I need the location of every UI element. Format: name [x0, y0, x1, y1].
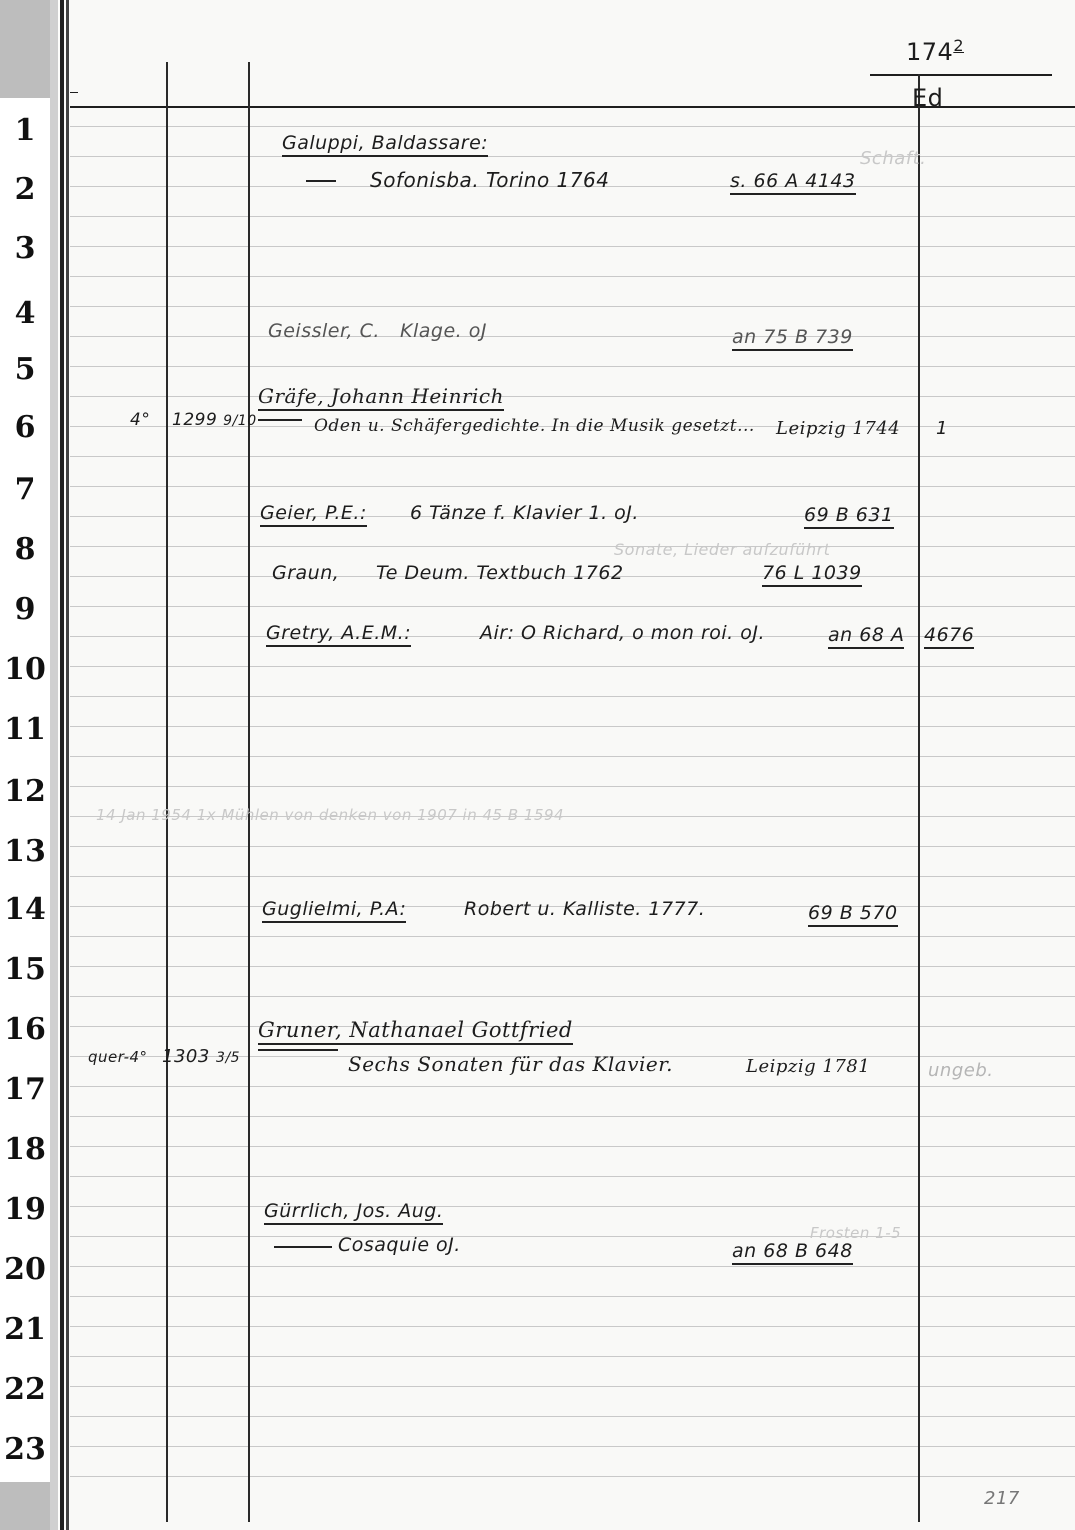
bleed-through-3: 14 Jan 1954 1x Mühlen von denken von 1907 in 45 B 1594: [96, 806, 565, 824]
ledger-rule-line: [70, 546, 1075, 547]
folio-number: 217: [984, 1488, 1020, 1509]
entry-gretry-signature: an 68 A: [828, 624, 904, 649]
row-number: 4: [14, 296, 36, 331]
gutter-bottom-shade: [0, 1482, 50, 1530]
entry-gruner-format: quer-4°: [88, 1048, 148, 1066]
ledger-rule-line: [70, 456, 1075, 457]
ledger-rule-line: [70, 1086, 1075, 1087]
row-number: 18: [4, 1132, 46, 1167]
row-number: 20: [4, 1252, 46, 1287]
ledger-page: [70, 0, 1075, 1530]
ledger-rule-line: [70, 276, 1075, 277]
entry-geier-name: Geier, P.E.:: [260, 502, 367, 527]
bleed-through-1: Schaft.: [860, 148, 927, 169]
entry-graefe-number: [172, 410, 257, 430]
ledger-rule-line: [70, 876, 1075, 877]
entry-guerrlich-signature: an 68 B 648: [732, 1240, 853, 1265]
entry-geissler-signature: an 75 B 739: [732, 326, 853, 351]
page-number-value: 174: [906, 38, 954, 66]
entry-gretry-number: 4676: [924, 624, 974, 649]
page-number: [906, 36, 964, 66]
row-number: 9: [14, 592, 36, 627]
row-number: 12: [4, 774, 46, 809]
ledger-rule-line: [70, 1206, 1075, 1207]
ledger-rule-line: [70, 726, 1075, 727]
entry-guglielmi-title: Robert u. Kalliste. 1777.: [464, 898, 706, 920]
ledger-rule-line: [70, 216, 1075, 217]
binding-line: [60, 0, 64, 1530]
ledger-rule-line: [70, 1266, 1075, 1267]
entry-graefe-name: Gräfe, Johann Heinrich: [258, 384, 504, 411]
entry-graefe-place: Leipzig 1744: [776, 418, 901, 439]
row-number: 10: [4, 652, 46, 687]
entry-galuppi-name: Galuppi, Baldassare:: [282, 132, 488, 157]
row-number: 21: [4, 1312, 46, 1347]
entry-gruner-name: Gruner, Nathanael Gottfried: [258, 1018, 573, 1045]
ledger-rule-line: [70, 756, 1075, 757]
entry-gruner-title: Sechs Sonaten für das Klavier.: [348, 1052, 673, 1076]
gutter-top-shade: [0, 0, 50, 98]
entry-graun-title: Te Deum. Textbuch 1762: [376, 562, 624, 584]
row-number: 8: [14, 532, 36, 567]
row-number: 19: [4, 1192, 46, 1227]
row-number-strip: [0, 0, 50, 1530]
entry-graun-name: Graun,: [272, 562, 340, 584]
ledger-rule-line: [70, 966, 1075, 967]
entry-gruner-number-value: 1303: [162, 1046, 210, 1067]
entry-guerrlich-dash: [274, 1246, 332, 1248]
header-code: Ed: [912, 84, 944, 112]
entry-graefe-title: Oden u. Schäfergedichte. In die Musik gesetzt...: [314, 416, 755, 436]
entry-graefe-count: 1: [936, 418, 948, 439]
entry-graefe-fraction: 9/10: [223, 413, 257, 429]
entry-graefe-number-value: 1299: [172, 410, 218, 430]
entry-gruner-fraction: 3/5: [216, 1050, 241, 1066]
entry-galuppi-dash: [306, 180, 336, 182]
ledger-rule-line: [70, 846, 1075, 847]
row-number: 13: [4, 834, 46, 869]
column-rule-number: [248, 62, 250, 1522]
ledger-rule-line: [70, 606, 1075, 607]
row-number: 23: [4, 1432, 46, 1467]
column-rule-format: [166, 62, 168, 1522]
ledger-rule-line: [70, 336, 1075, 337]
row-number: 5: [14, 352, 36, 387]
ledger-rule-line: [70, 306, 1075, 307]
ledger-rule-line: [70, 1446, 1075, 1447]
entry-geier-title: 6 Tänze f. Klavier 1. oJ.: [410, 502, 639, 524]
ledger-rule-line: [70, 666, 1075, 667]
ledger-rule-line: [70, 366, 1075, 367]
entry-galuppi-title: Sofonisba. Torino 1764: [370, 168, 610, 192]
column-rule-remarks: [918, 74, 920, 1522]
entry-gruner-note: ungeb.: [928, 1060, 994, 1081]
entry-gruner-dash: [258, 1049, 338, 1051]
page-number-sup: 2: [953, 36, 964, 55]
entry-geissler-name: Geissler, C.: [268, 320, 380, 342]
ledger-rule-line: [70, 996, 1075, 997]
binding-edge: [50, 0, 58, 1530]
ledger-rule-line: [70, 1236, 1075, 1237]
entry-graun-signature: 76 L 1039: [762, 562, 862, 587]
row-number: 11: [4, 712, 46, 747]
row-number: 22: [4, 1372, 46, 1407]
entry-gruner-number: [162, 1046, 240, 1067]
ledger-rule-line: [70, 126, 1075, 127]
ledger-rule-line: [70, 936, 1075, 937]
row-number: 7: [14, 472, 36, 507]
ledger-rule-line: [70, 1176, 1075, 1177]
entry-graefe-dash: [258, 419, 302, 421]
page-number-rule: [870, 74, 1052, 76]
ledger-rule-line: [70, 246, 1075, 247]
ledger-rule-line: [70, 1386, 1075, 1387]
entry-gretry-title: Air: O Richard, o mon roi. oJ.: [480, 622, 766, 644]
ledger-rule-line: [70, 1146, 1075, 1147]
ledger-rule-line: [70, 1416, 1075, 1417]
entry-gruner-place: Leipzig 1781: [746, 1056, 871, 1077]
entry-guerrlich-name: Gürrlich, Jos. Aug.: [264, 1200, 443, 1225]
ledger-rule-line: [70, 396, 1075, 397]
row-number: 16: [4, 1012, 46, 1047]
entry-gretry-name: Gretry, A.E.M.:: [266, 622, 411, 647]
ledger-rule-line: [70, 696, 1075, 697]
ledger-rule-line: [70, 1356, 1075, 1357]
ledger-rule-line: [70, 1326, 1075, 1327]
row-number: 14: [4, 892, 46, 927]
header-rule-thin: [70, 92, 78, 93]
row-number: 3: [14, 231, 36, 266]
ledger-rule-line: [70, 786, 1075, 787]
binding-line-inner: [66, 0, 69, 1530]
entry-guerrlich-title: Cosaquie oJ.: [338, 1234, 461, 1256]
ledger-rule-line: [70, 1116, 1075, 1117]
entry-geier-signature: 69 B 631: [804, 504, 894, 529]
entry-guglielmi-signature: 69 B 570: [808, 902, 898, 927]
row-number: 15: [4, 952, 46, 987]
entry-graefe-format: 4°: [130, 410, 151, 430]
entry-geissler-title: Klage. oJ: [400, 320, 487, 342]
entry-guglielmi-name: Guglielmi, P.A:: [262, 898, 406, 923]
bleed-through-4: Frosten 1-5: [810, 1224, 902, 1242]
ledger-rule-line: [70, 486, 1075, 487]
row-number: 6: [14, 410, 36, 445]
ledger-rule-line: [70, 1476, 1075, 1477]
ledger-rule-line: [70, 1296, 1075, 1297]
row-number: 1: [14, 113, 36, 148]
row-number: 2: [14, 172, 36, 207]
entry-galuppi-signature: s. 66 A 4143: [730, 170, 856, 195]
row-number: 17: [4, 1072, 46, 1107]
bleed-through-2: Sonate, Lieder aufzuführt: [614, 540, 831, 559]
